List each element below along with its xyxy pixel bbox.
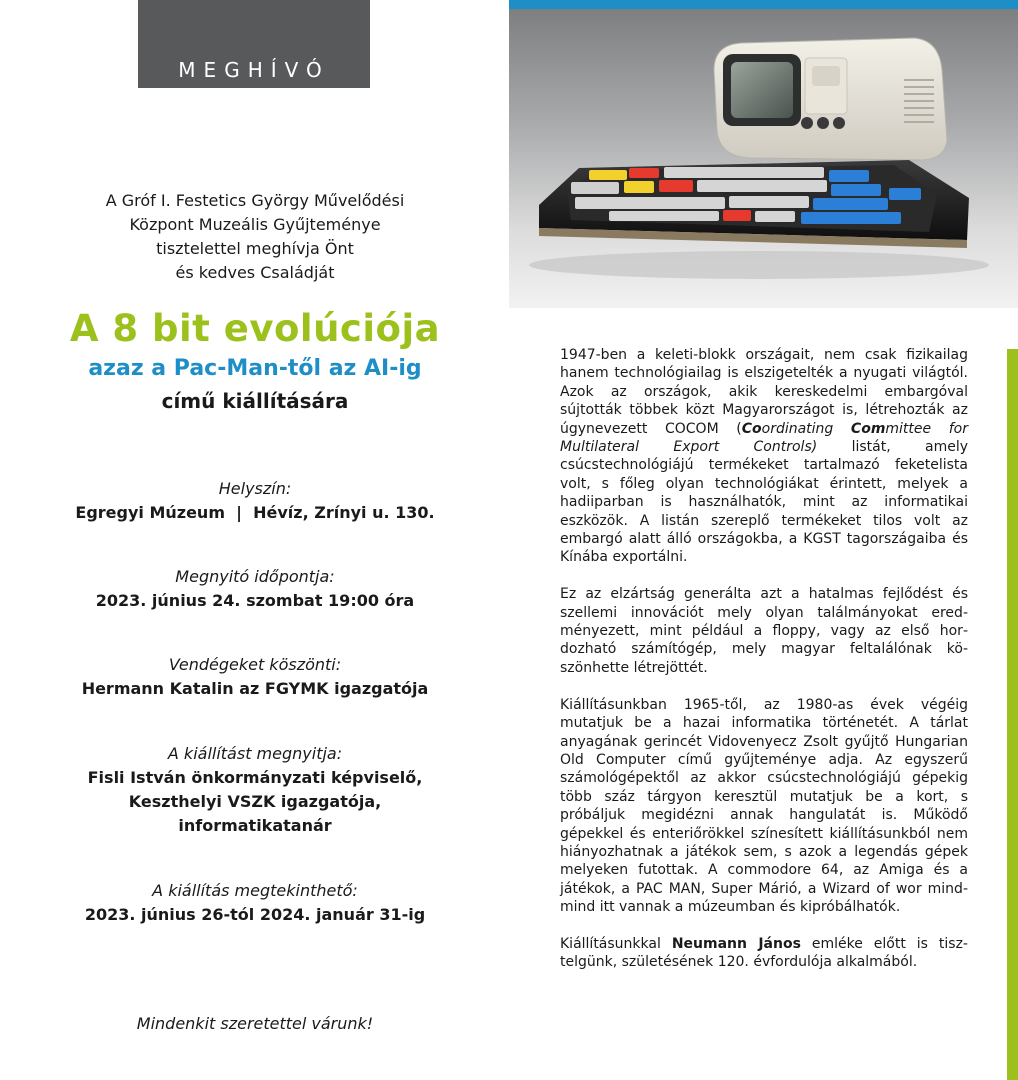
- greeting-block: [30, 653, 480, 701]
- greeting-label: Vendégeket köszönti:: [168, 655, 342, 674]
- exhibition-title: A 8 bit evolúciója: [69, 307, 441, 350]
- organizer-block: [30, 189, 480, 285]
- body-paragraph-3: Kiállításunkban 1965-től, az 1980-as évek végéig mutatjuk be a hazai informatika történetét. A tárlat anyagának gerincét Vidovenyecz Zsolt gyűjtő Hungarian Old Computer című gyűjteménye adja. Az egyszerű számológépektől az akkor csúcstechnológiájú gépekig több száz tárgyon keresztül mutatjuk be a kort, s próbáljuk megidézni annak hangulatát is. Működő gépekkel és enteriőrökkel színesített kiállításunkból nem hiányozhatnak a játékok sem, s azok a legendás gépek melyeken futottak. A commodore 64, az Amiga és a játékok, a PAC MAN, Super Márió, a Wizard of wor mind-mind itt vannak a múzeumban és kipróbálhatók.: [560, 696, 968, 916]
- opener-line: informatikatanár: [178, 816, 332, 835]
- body-paragraph-4: Kiállításunkkal Neumann János emléke előtt is tisztelgünk, születésének 120. évfordulója alkalmából.: [560, 935, 968, 971]
- body-text: [560, 346, 968, 990]
- exhibition-suffix: című kiállítására: [161, 389, 349, 413]
- vintage-computer-icon: [509, 0, 1018, 308]
- viewing-block: [30, 879, 480, 927]
- body-paragraph-2: Ez az elzártság generálta azt a hatalmas fejlődést és szellemi innovációt mely olyan találmányokat eredményezett, mint például a floppy, vagy az első hordozható számítógép, mely magyar feltalálónak köszönhette létrejöttét.: [560, 586, 968, 676]
- opener-line: Fisli István önkormányzati képviselő,: [87, 768, 423, 787]
- accent-bar: [1007, 349, 1018, 1080]
- header-banner: [138, 0, 370, 88]
- location-value: Egregyi Múzeum | Hévíz, Zrínyi u. 130.: [75, 503, 435, 522]
- body-paragraph-1: 1947-ben a keleti-blokk országait, nem csak fizikailag hanem technológiailag is elszigetelték a nyugati világtól. Azok az országok, akik kereskedelmi embargóval sújtották többek közt Magyarországot is, létrehozták az úgynevezett COCOM (Coordinating Committee for Multilateral Export Controls) listát, amely csúcstechnológiájú termékeket tartalmazó feketelista volt, s főleg olyan technológiákat érintett, melyek a hadiiparban is használhatók, mint az informatikai eszközök. A listán szereplő termékeket tilos volt az embargó alatt álló országokba, a KGST tagországaiba és Kínába exportálni.: [560, 347, 968, 566]
- opener-line: Keszthelyi VSZK igazgatója,: [128, 792, 382, 811]
- greeting-value: Hermann Katalin az FGYMK igazgatója: [81, 679, 429, 698]
- opener-label: A kiállítást megnyitja:: [167, 744, 343, 763]
- opening-value: 2023. június 24. szombat 19:00 óra: [95, 591, 415, 610]
- closing-text: Mindenkit szeretettel várunk!: [136, 1014, 374, 1033]
- computer-photo: [509, 0, 1018, 308]
- opening-block: [30, 565, 480, 613]
- photo-top-strip: [509, 0, 1018, 9]
- organizer-line: tisztelettel meghívja Önt: [156, 239, 354, 258]
- location-block: [30, 477, 480, 525]
- organizer-line: A Gróf I. Festetics György Művelődési: [105, 191, 405, 210]
- viewing-label: A kiállítás megtekinthető:: [152, 881, 358, 900]
- exhibition-subtitle: azaz a Pac-Man-től az AI-ig: [88, 356, 422, 381]
- header-label: MEGHÍVÓ: [178, 58, 330, 82]
- viewing-value: 2023. június 26-tól 2024. január 31-ig: [84, 905, 426, 924]
- opener-block: [30, 742, 480, 838]
- organizer-line: és kedves Családját: [175, 263, 335, 282]
- organizer-line: Központ Muzeális Gyűjteménye: [129, 215, 381, 234]
- location-label: Helyszín:: [218, 479, 292, 498]
- opening-label: Megnyitó időpontja:: [175, 567, 335, 586]
